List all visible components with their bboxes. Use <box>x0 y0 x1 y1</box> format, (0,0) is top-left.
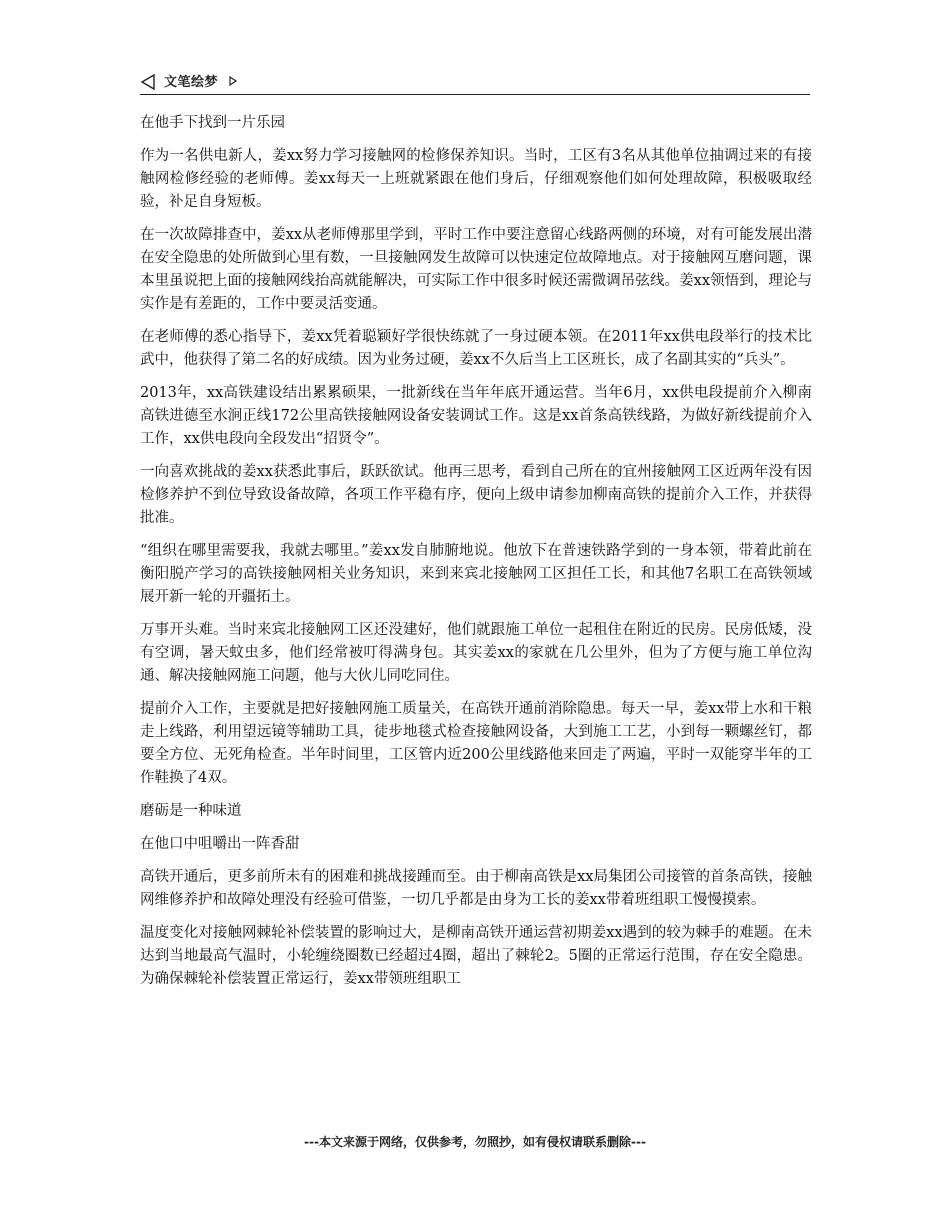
triangle-left-icon <box>140 73 156 91</box>
page-header <box>140 72 810 95</box>
footer-disclaimer: ---本文来源于网络，仅供参考，勿照抄，如有侵权请联系删除--- <box>304 1135 646 1149</box>
paragraph: 在一次故障排查中，姜xx从老师傅那里学到，平时工作中要注意留心线路两侧的环境，对有可能发展出潜在安全隐患的处所做到心里有数，一旦接触网发生故障可以快速定位故障地点。对于接触网互磨问题，课本里虽说把上面的接触网线抬高就能解决，可实际工作中很多时候还需微调吊弦线。姜xx领悟到，理论与实作是有差距的，工作中要灵活变通。 <box>140 227 812 312</box>
paragraph: 高铁开通后，更多前所未有的困难和挑战接踵而至。由于柳南高铁是xx局集团公司接管的首条高铁，接触网维修养护和故障处理没有经验可借鉴，一切几乎都是由身为工长的姜xx带着班组职工慢慢摸索。 <box>140 869 812 908</box>
paragraph: “组织在哪里需要我，我就去哪里。”姜xx发自肺腑地说。他放下在普速铁路学到的一身本领，带着此前在衡阳脱产学习的高铁接触网相关业务知识，来到来宾北接触网工区担任工长，和其他7名职工在高铁领域展开新一轮的开疆拓土。 <box>140 543 812 605</box>
header-title: 文笔绘梦 <box>164 75 219 90</box>
paragraph: 作为一名供电新人，姜xx努力学习接触网的检修保养知识。当时，工区有3名从其他单位抽调过来的有接触网检修经验的老师傅。姜xx每天一上班就紧跟在他们身后，仔细观察他们如何处理故障，积极吸取经验，补足自身短板。 <box>140 148 812 210</box>
section-heading: 在他口中咀嚼出一阵香甜 <box>140 836 300 852</box>
paragraph: 提前介入工作，主要就是把好接触网施工质量关，在高铁开通前消除隐患。每天一早，姜xx带上水和干粮走上线路，利用望远镜等辅助工具，徒步地毯式检查接触网设备，大到施工工艺，小到每一颗螺丝钉，都要全方位、无死角检查。半年时间里，工区管内近200公里线路他来回走了两遍，平时一双能穿半年的工作鞋换了4双。 <box>140 701 812 786</box>
triangle-right-icon <box>228 75 238 87</box>
paragraph: 万事开头难。当时来宾北接触网工区还没建好，他们就跟施工单位一起租住在附近的民房。民房低矮，没有空调，暑天蚊虫多，他们经常被叮得满身包。其实姜xx的家就在几公里外，但为了方便与施工单位沟通、解决接触网施工问题，他与大伙儿同吃同住。 <box>140 622 812 684</box>
paragraph: 2013年，xx高铁建设结出累累硕果，一批新线在当年年底开通运营。当年6月，xx供电段提前介入柳南高铁进德至水涧正线172公里高铁接触网设备安装调试工作。这是xx首条高铁线路，为做好新线提前介入工作，xx供电段向全段发出“招贤令”。 <box>140 385 812 447</box>
paragraph: 一向喜欢挑战的姜xx获悉此事后，跃跃欲试。他再三思考，看到自己所在的宜州接触网工区近两年没有因检修养护不到位导致设备故障，各项工作平稳有序，便向上级申请参加柳南高铁的提前介入工作，并获得批准。 <box>140 464 812 526</box>
paragraph: 温度变化对接触网棘轮补偿装置的影响过大，是柳南高铁开通运营初期姜xx遇到的较为棘手的难题。在未达到当地最高气温时，小轮缠绕圈数已经超过4圈，超出了棘轮2。5圈的正常运行范围，存在安全隐患。为确保棘轮补偿装置正常运行，姜xx带领班组职工 <box>140 925 812 987</box>
paragraph: 在老师傅的悉心指导下，姜xx凭着聪颖好学很快练就了一身过硬本领。在2011年xx供电段举行的技术比武中，他获得了第二名的好成绩。因为业务过硬，姜xx不久后当上工区班长，成了名副其实的“兵头”。 <box>140 329 812 368</box>
document-body <box>140 112 812 1001</box>
section-heading: 磨砺是一种味道 <box>140 803 242 819</box>
section-heading: 在他手下找到一片乐园 <box>140 115 285 131</box>
